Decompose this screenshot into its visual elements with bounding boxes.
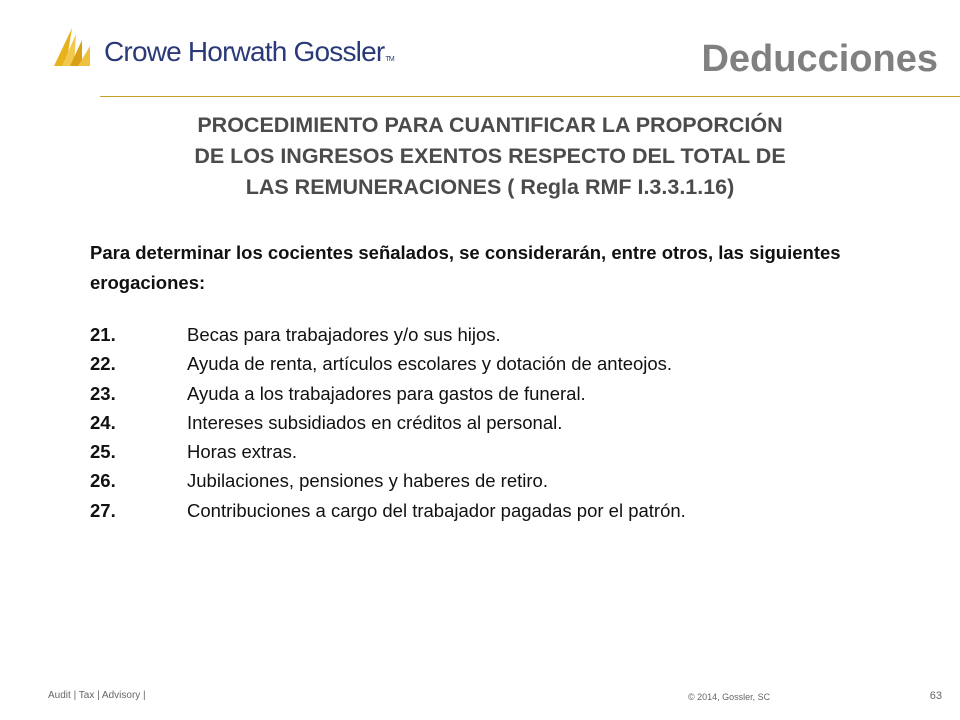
- item-text: Horas extras.: [187, 441, 298, 463]
- list-item: [90, 496, 910, 525]
- list-item: [90, 349, 910, 378]
- subtitle-line: DE LOS INGRESOS EXENTOS RESPECTO DEL TOTAL DE: [194, 144, 786, 168]
- item-number: 26.: [90, 470, 116, 492]
- footer-services: Audit | Tax | Advisory |: [48, 690, 146, 701]
- item-text: Jubilaciones, pensiones y haberes de retiro.: [187, 470, 548, 492]
- subtitle-line: LAS REMUNERACIONES ( Regla RMF I.3.3.1.16): [245, 175, 735, 199]
- footer-copyright: © 2014, Gossler, SC: [688, 692, 771, 702]
- item-number: 23.: [90, 382, 116, 404]
- item-text: Ayuda de renta, artículos escolares y dotación de anteojos.: [187, 353, 673, 375]
- item-number: 22.: [90, 353, 116, 375]
- slide-title: Deducciones: [701, 38, 938, 80]
- list-item: [90, 379, 910, 408]
- intro-paragraph: Para determinar los cocientes señalados, se considerarán, entre otros, las siguientes erogaciones:: [90, 242, 841, 293]
- item-number: 24.: [90, 411, 116, 433]
- erogaciones-list: [90, 320, 910, 525]
- subtitle-line: PROCEDIMIENTO PARA CUANTIFICAR LA PROPORCIÓN: [197, 113, 783, 137]
- list-item: [90, 408, 910, 437]
- item-number: 27.: [90, 499, 116, 521]
- item-text: Becas para trabajadores y/o sus hijos.: [187, 324, 501, 345]
- item-number: 25.: [90, 441, 116, 463]
- list-item: [90, 320, 910, 349]
- page-number: 63: [929, 690, 942, 702]
- list-item: [90, 466, 910, 495]
- flame-logo-icon: [52, 26, 100, 70]
- item-text: Intereses subsidiados en créditos al personal.: [187, 411, 563, 433]
- item-number: 21.: [90, 324, 116, 345]
- logo-trademark: TM: [385, 56, 394, 63]
- company-logo: [52, 26, 392, 76]
- list-item: [90, 437, 910, 466]
- header-divider: [100, 96, 960, 97]
- section-subtitle: [0, 110, 960, 203]
- logo-name: Crowe Horwath Gossler: [104, 36, 385, 67]
- item-text: Ayuda a los trabajadores para gastos de funeral.: [187, 382, 586, 404]
- logo-text: [104, 36, 394, 68]
- item-text: Contribuciones a cargo del trabajador pagadas por el patrón.: [187, 499, 686, 521]
